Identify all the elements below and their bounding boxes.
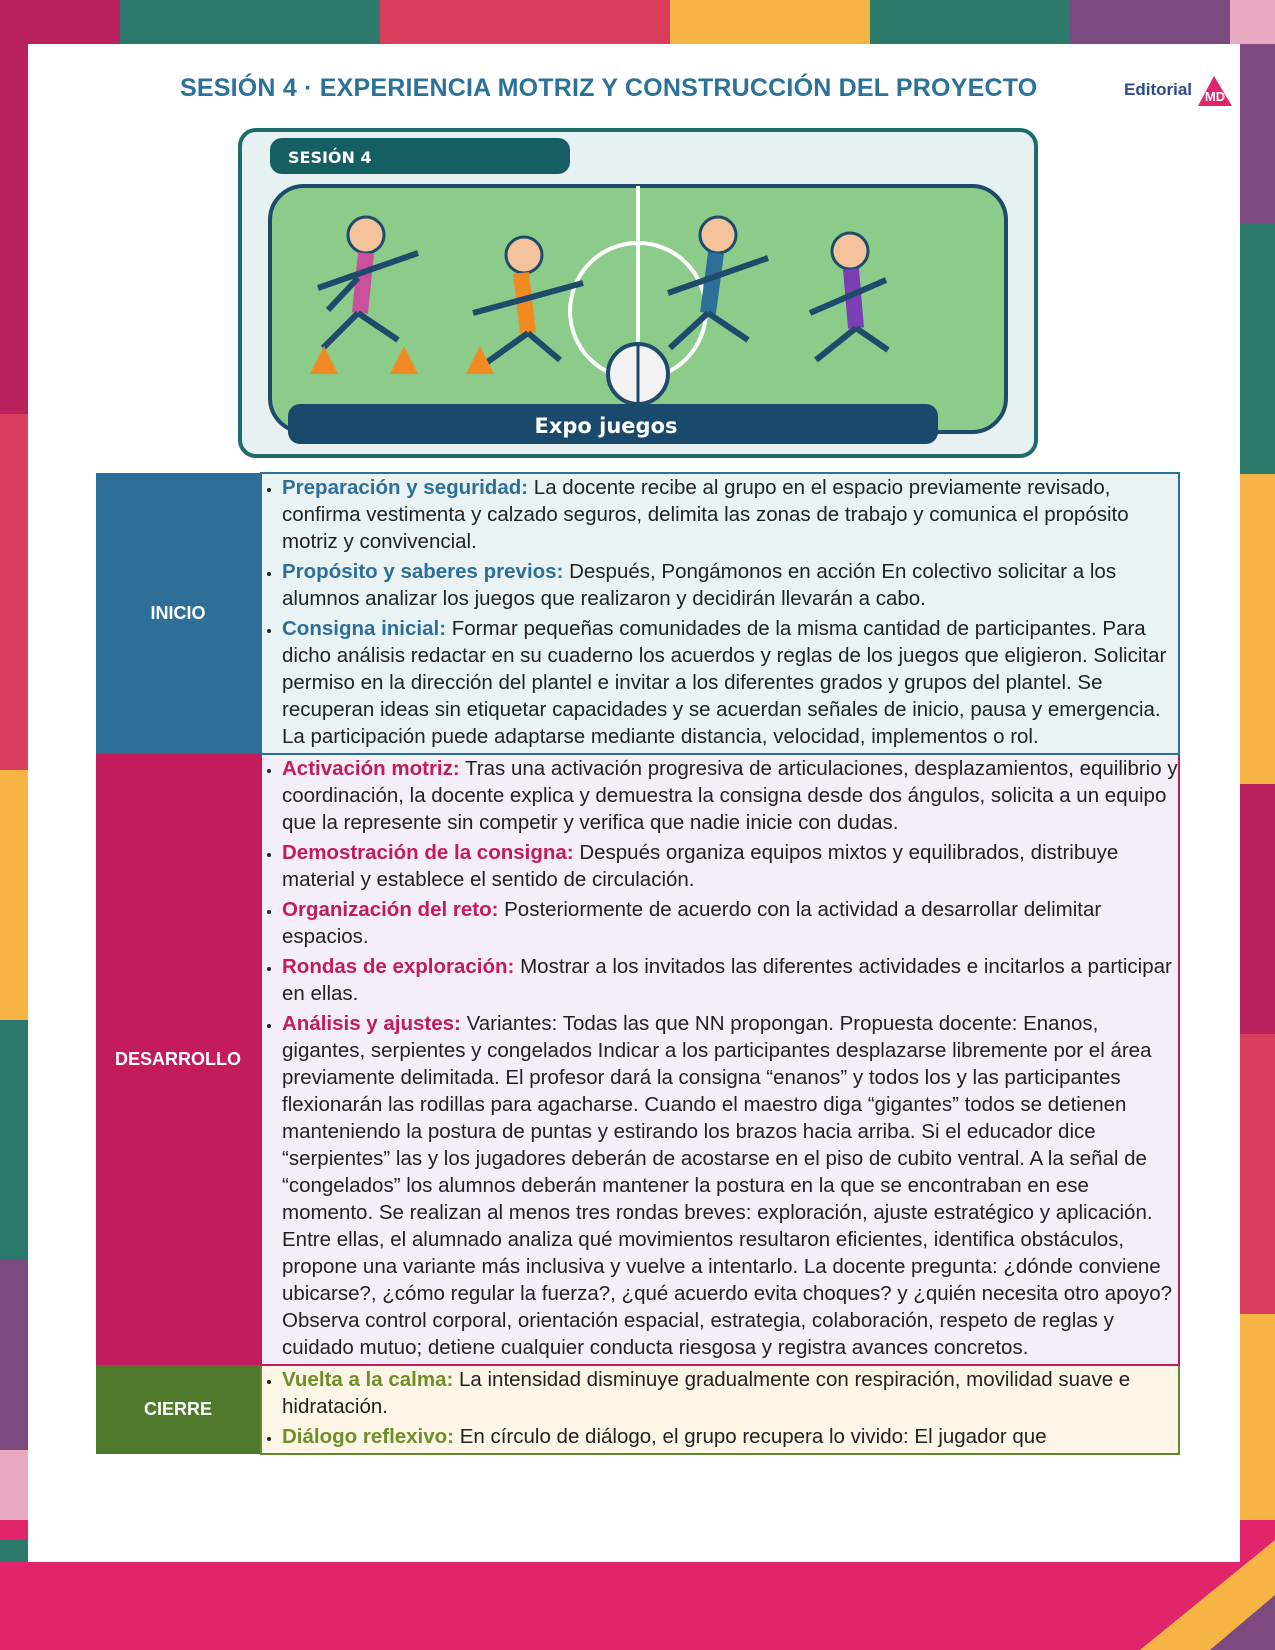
table-row-inicio bbox=[96, 473, 1179, 754]
frame-block bbox=[1240, 224, 1275, 474]
frame-block bbox=[1240, 1034, 1275, 1314]
frame-block bbox=[1240, 474, 1275, 784]
frame-block bbox=[1230, 0, 1275, 44]
frame-block bbox=[0, 1020, 28, 1260]
list-item bbox=[282, 558, 1178, 612]
frame-block bbox=[0, 44, 28, 414]
item-text: La intensidad disminuye gradualmente con respiración, movilidad suave e hidratación. bbox=[282, 1368, 1131, 1418]
item-text: Variantes: Todas las que NN propongan. Propuesta docente: Enanos, gigantes, serpientes y congelados Indicar a los participantes desplazarse libremente por el área previamente delimitada. El profesor dará la consigna “enanos” y todos los y las participantes flexionarán las rodillas para agacharse. Cuando el maestro diga “gigantes” todos se detienen manteniendo la postura de puntas y estirando los brazos hacia arriba. Si el educador dice “serpientes” las y los jugadores deberán de acostarse en el piso de cubito ventral. A la señal de “congelados” los alumnos deberán mantener la postura en la que se encontraban en ese momento. Se realizan al menos tres rondas breves: exploración, ajuste estratégico y aplicación. Entre ellas, el alumnado analiza qué movimientos resultaron eficientes, identifica obstáculos, propone una variante más inclusiva y vuelve a intentarlo. La docente pregunta: ¿dónde conviene ubicarse?, ¿cómo regular la fuerza?, ¿qué acuerdo evita choques? y ¿quién necesita otro apoyo? Observa control corporal, orientación espacial, estrategia, colaboración, respeto de reglas y cuidado mutuo; detiene cualquier conducta riesgosa y registra avances concretos. bbox=[282, 1012, 1172, 1359]
publisher-logo bbox=[1124, 74, 1228, 108]
item-label: Diálogo reflexivo: bbox=[282, 1425, 455, 1448]
table-row-cierre bbox=[96, 1365, 1179, 1454]
list-item bbox=[282, 474, 1178, 555]
frame-block bbox=[1240, 784, 1275, 1034]
session-illustration bbox=[238, 128, 1038, 463]
logo-mark: MD bbox=[1204, 89, 1226, 104]
logo-text: Editorial bbox=[1124, 80, 1193, 99]
item-label: Análisis y ajustes: bbox=[282, 1012, 461, 1035]
item-label: Preparación y seguridad: bbox=[282, 476, 529, 499]
phase-content bbox=[261, 473, 1179, 754]
page-title: SESIÓN 4 · EXPERIENCIA MOTRIZ Y CONSTRUCCIÓN DEL PROYECTO bbox=[180, 74, 1038, 102]
list-item bbox=[282, 1366, 1178, 1420]
frame-block bbox=[0, 414, 28, 770]
item-text: Posteriormente de acuerdo con la actividad a desarrollar delimitar espacios. bbox=[282, 898, 1102, 948]
session-label: SESIÓN 4 bbox=[288, 148, 372, 167]
frame-block bbox=[380, 0, 670, 44]
frame-block bbox=[0, 1260, 28, 1450]
frame-block bbox=[870, 0, 1070, 44]
item-text: La docente recibe al grupo en el espacio previamente revisado, confirma vestimenta y calzado seguros, delimita las zonas de trabajo y comunica el propósito motriz y convivencial. bbox=[282, 476, 1129, 553]
item-text: Formar pequeñas comunidades de la misma cantidad de participantes. Para dicho análisis redactar en su cuaderno los acuerdos y reglas de los juegos que eligieron. Solicitar permiso en la dirección del plantel e invitar a los diferentes grados y grupos del plantel. Se recuperan ideas sin etiquetar capacidades y se acuerdan señales de inicio, pausa y emergencia. La participación puede adaptarse mediante distancia, velocidad, implementos o rol. bbox=[282, 617, 1167, 748]
list-item bbox=[282, 953, 1178, 1007]
item-label: Demostración de la consigna: bbox=[282, 841, 574, 864]
list-item bbox=[282, 1010, 1178, 1361]
frame-block bbox=[120, 0, 380, 44]
frame-block bbox=[0, 0, 120, 44]
frame-block bbox=[1070, 0, 1230, 44]
item-text: Después organiza equipos mixtos y equilibrados, distribuye material y establece el sentido de circulación. bbox=[282, 841, 1119, 891]
item-text: En círculo de diálogo, el grupo recupera lo vivido: El jugador que bbox=[454, 1425, 1047, 1448]
frame-block bbox=[1240, 44, 1275, 224]
logo-mark-icon bbox=[1194, 74, 1234, 108]
phase-label: DESARROLLO bbox=[96, 754, 261, 1365]
item-text: Mostrar a los invitados las diferentes actividades e incitarlos a participar en ellas. bbox=[282, 955, 1172, 1005]
frame-block bbox=[1240, 1314, 1275, 1520]
list-item bbox=[282, 1423, 1178, 1450]
item-label: Activación motriz: bbox=[282, 757, 460, 780]
list-item bbox=[282, 755, 1178, 836]
item-label: Propósito y saberes previos: bbox=[282, 560, 564, 583]
frame-block bbox=[0, 770, 28, 1020]
phase-label: INICIO bbox=[96, 473, 261, 754]
item-label: Rondas de exploración: bbox=[282, 955, 515, 978]
list-item bbox=[282, 615, 1178, 750]
phase-label: CIERRE bbox=[96, 1365, 261, 1454]
list-item bbox=[282, 839, 1178, 893]
item-label: Consigna inicial: bbox=[282, 617, 447, 640]
phase-content bbox=[261, 1365, 1179, 1454]
item-text: Tras una activación progresiva de articulaciones, desplazamientos, equilibrio y coordinación, la docente explica y demuestra la consigna desde dos ángulos, solicita a un equipo que la represente sin competir y verifica que nadie inicie con dudas. bbox=[282, 757, 1178, 834]
phase-content bbox=[261, 754, 1179, 1365]
frame-block bbox=[0, 1450, 28, 1520]
session-table bbox=[96, 472, 1180, 1455]
frame-block bbox=[670, 0, 870, 44]
item-label: Organización del reto: bbox=[282, 898, 499, 921]
illustration-caption: Expo juegos bbox=[534, 414, 678, 438]
item-text: Después, Pongámonos en acción En colectivo solicitar a los alumnos analizar los juegos que realizaron y decidirán llevarán a cabo. bbox=[282, 560, 1117, 610]
table-row-desarrollo bbox=[96, 754, 1179, 1365]
item-label: Vuelta a la calma: bbox=[282, 1368, 454, 1391]
list-item bbox=[282, 896, 1178, 950]
